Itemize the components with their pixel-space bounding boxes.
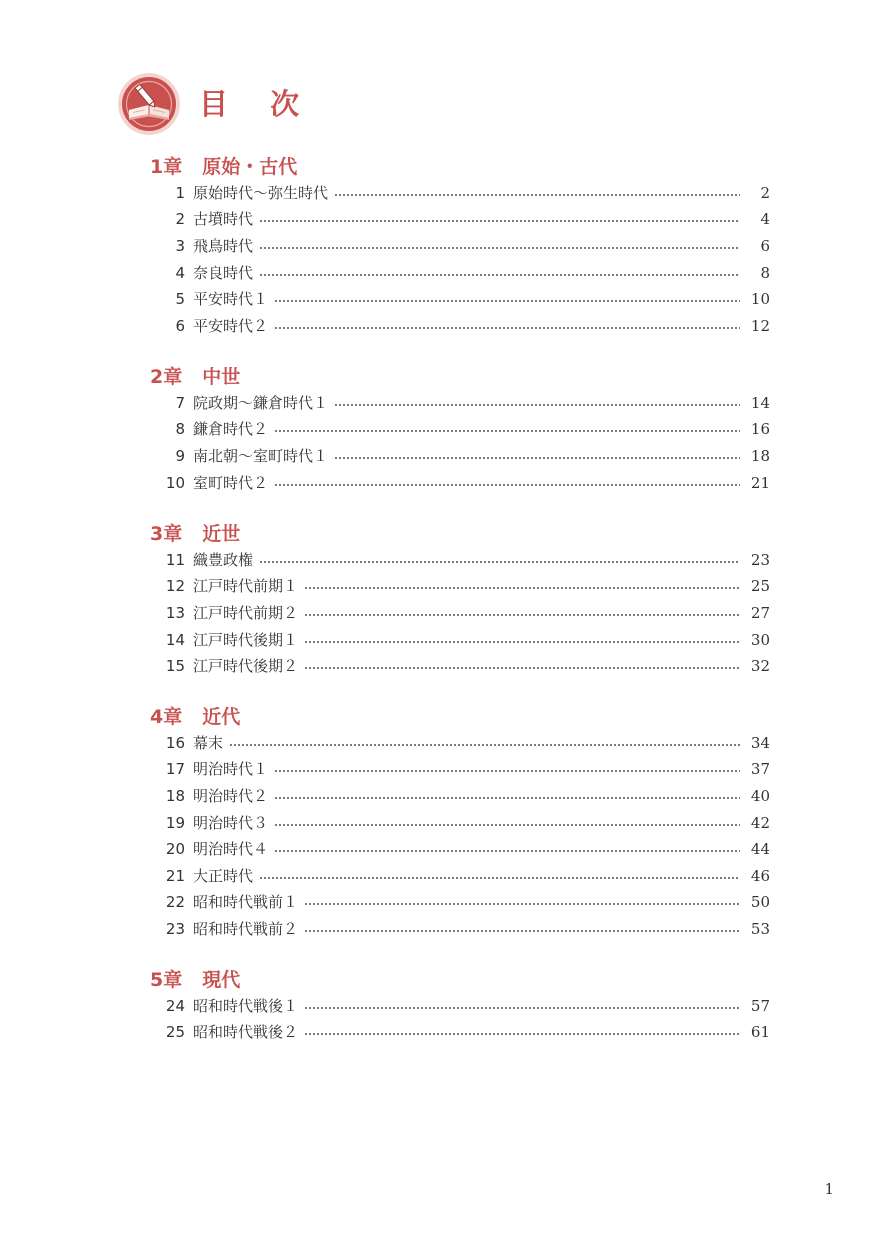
chapter-1 <box>150 154 770 340</box>
entry-number: 2 <box>175 210 185 229</box>
entry-page: 16 <box>750 420 770 439</box>
toc-entry[interactable] <box>150 730 770 757</box>
toc-entry[interactable] <box>150 417 770 444</box>
dot-leader <box>229 744 740 746</box>
toc-entry[interactable] <box>150 810 770 837</box>
entry-number: 12 <box>165 577 185 596</box>
page-number: 1 <box>824 1180 834 1198</box>
page-title: 目 次 <box>199 86 316 121</box>
entry-number: 4 <box>175 263 185 282</box>
entry-number: 17 <box>165 760 185 779</box>
entry-page: 53 <box>750 919 770 938</box>
entry-title: 昭和時代戦前１ <box>193 893 299 912</box>
entry-title: 南北朝〜室町時代１ <box>193 446 329 465</box>
entry-number: 1 <box>175 183 185 202</box>
entry-page: 14 <box>750 393 770 412</box>
entry-number: 8 <box>175 420 185 439</box>
toc-entry[interactable] <box>150 547 770 574</box>
entry-number: 6 <box>175 316 185 335</box>
entry-page: 10 <box>750 290 770 309</box>
entry-number: 16 <box>165 733 185 752</box>
dot-leader <box>274 797 740 799</box>
chapter-heading <box>150 521 770 547</box>
entry-page: 12 <box>750 316 770 335</box>
dot-leader <box>259 274 740 276</box>
entry-page: 27 <box>750 603 770 622</box>
entry-page: 8 <box>760 263 770 282</box>
dot-leader <box>334 404 740 406</box>
toc-entry[interactable] <box>150 286 770 313</box>
entry-title: 江戸時代後期１ <box>193 630 299 649</box>
dot-leader <box>304 1033 740 1035</box>
chapter-title: 原始・古代 <box>202 156 298 178</box>
entry-title: 明治時代１ <box>193 760 269 779</box>
entry-page: 37 <box>750 760 770 779</box>
entry-title: 昭和時代戦前２ <box>193 919 299 938</box>
entry-title: 昭和時代戦後２ <box>193 1023 299 1042</box>
entry-page: 23 <box>750 550 770 569</box>
toc-entry[interactable] <box>150 207 770 234</box>
dot-leader <box>304 641 740 643</box>
dot-leader <box>259 877 740 879</box>
chapter-5 <box>150 967 770 1046</box>
dot-leader <box>274 824 740 826</box>
chapter-heading <box>150 704 770 730</box>
chapter-title: 近代 <box>202 706 241 728</box>
entry-title: 平安時代１ <box>193 290 269 309</box>
dot-leader <box>304 930 740 932</box>
entry-number: 7 <box>175 393 185 412</box>
chapter-title: 中世 <box>202 366 241 388</box>
entry-number: 11 <box>165 550 185 569</box>
entry-page: 2 <box>760 183 770 202</box>
dot-leader <box>259 561 740 563</box>
entry-page: 42 <box>750 813 770 832</box>
dot-leader <box>334 194 740 196</box>
dot-leader <box>304 614 740 616</box>
entry-page: 46 <box>750 866 770 885</box>
chapter-label: 5章 <box>150 969 183 991</box>
dot-leader <box>274 327 740 329</box>
dot-leader <box>304 587 740 589</box>
entry-title: 江戸時代前期２ <box>193 603 299 622</box>
chapter-label: 2章 <box>150 366 183 388</box>
entry-number: 9 <box>175 446 185 465</box>
dot-leader <box>334 457 740 459</box>
chapter-heading <box>150 364 770 390</box>
toc-entry[interactable] <box>150 390 770 417</box>
dot-leader <box>274 850 740 852</box>
entry-number: 10 <box>165 473 185 492</box>
chapter-heading <box>150 967 770 993</box>
entry-page: 18 <box>750 446 770 465</box>
entry-number: 25 <box>165 1023 185 1042</box>
entry-number: 23 <box>165 919 185 938</box>
entry-number: 18 <box>165 786 185 805</box>
toc-entry[interactable] <box>150 260 770 287</box>
chapter-label: 4章 <box>150 706 183 728</box>
dot-leader <box>304 1007 740 1009</box>
dot-leader <box>259 220 740 222</box>
toc-header <box>117 72 315 136</box>
toc-entry[interactable] <box>150 233 770 260</box>
book-and-pen-icon <box>117 72 181 136</box>
toc-entry[interactable] <box>150 916 770 943</box>
entry-page: 50 <box>750 893 770 912</box>
chapter-4 <box>150 704 770 943</box>
entry-number: 21 <box>165 866 185 885</box>
toc-entry[interactable] <box>150 600 770 627</box>
toc-entry[interactable] <box>150 863 770 890</box>
entry-page: 40 <box>750 786 770 805</box>
entry-number: 19 <box>165 813 185 832</box>
dot-leader <box>274 770 740 772</box>
chapter-heading <box>150 154 770 180</box>
dot-leader <box>274 430 740 432</box>
entry-title: 大正時代 <box>193 866 254 885</box>
dot-leader <box>274 484 740 486</box>
toc-entry[interactable] <box>150 1020 770 1047</box>
toc-entry[interactable] <box>150 627 770 654</box>
toc-entry[interactable] <box>150 443 770 470</box>
entry-page: 32 <box>750 657 770 676</box>
entry-title: 明治時代３ <box>193 813 269 832</box>
entry-number: 3 <box>175 236 185 255</box>
entry-number: 22 <box>165 893 185 912</box>
entry-title: 院政期〜鎌倉時代１ <box>193 393 329 412</box>
entry-number: 5 <box>175 290 185 309</box>
chapter-title: 近世 <box>202 523 241 545</box>
entry-title: 飛鳥時代 <box>193 236 254 255</box>
entry-number: 13 <box>165 603 185 622</box>
entry-number: 15 <box>165 657 185 676</box>
toc-entry[interactable] <box>150 783 770 810</box>
entry-title: 昭和時代戦後１ <box>193 996 299 1015</box>
dot-leader <box>304 903 740 905</box>
chapter-3 <box>150 521 770 680</box>
entry-page: 6 <box>760 236 770 255</box>
toc-entry[interactable] <box>150 653 770 680</box>
entry-title: 鎌倉時代２ <box>193 420 269 439</box>
entry-title: 平安時代２ <box>193 316 269 335</box>
entry-page: 61 <box>750 1023 770 1042</box>
toc-entry[interactable] <box>150 313 770 340</box>
entry-page: 44 <box>750 840 770 859</box>
entry-number: 20 <box>165 840 185 859</box>
entry-page: 21 <box>750 473 770 492</box>
dot-leader <box>259 247 740 249</box>
dot-leader <box>274 300 740 302</box>
entry-title: 奈良時代 <box>193 263 254 282</box>
entry-number: 14 <box>165 630 185 649</box>
dot-leader <box>304 667 740 669</box>
entry-page: 4 <box>760 210 770 229</box>
toc-entry[interactable] <box>150 470 770 497</box>
toc-entry[interactable] <box>150 836 770 863</box>
entry-number: 24 <box>165 996 185 1015</box>
toc-entry[interactable] <box>150 757 770 784</box>
entry-title: 室町時代２ <box>193 473 269 492</box>
entry-title: 原始時代〜弥生時代 <box>193 183 329 202</box>
entry-title: 明治時代４ <box>193 840 269 859</box>
entry-page: 30 <box>750 630 770 649</box>
entry-title: 明治時代２ <box>193 786 269 805</box>
toc-entry[interactable] <box>150 993 770 1020</box>
entry-title: 江戸時代前期１ <box>193 577 299 596</box>
chapter-label: 3章 <box>150 523 183 545</box>
entry-title: 江戸時代後期２ <box>193 657 299 676</box>
entry-title: 織豊政権 <box>193 550 254 569</box>
chapter-label: 1章 <box>150 156 183 178</box>
toc-entry[interactable] <box>150 574 770 601</box>
entry-page: 34 <box>750 733 770 752</box>
entry-title: 古墳時代 <box>193 210 254 229</box>
entry-page: 57 <box>750 996 770 1015</box>
toc-entry[interactable] <box>150 890 770 917</box>
entry-title: 幕末 <box>193 733 224 752</box>
toc-entry[interactable] <box>150 180 770 207</box>
chapter-2 <box>150 364 770 496</box>
entry-page: 25 <box>750 577 770 596</box>
chapter-title: 現代 <box>202 969 241 991</box>
